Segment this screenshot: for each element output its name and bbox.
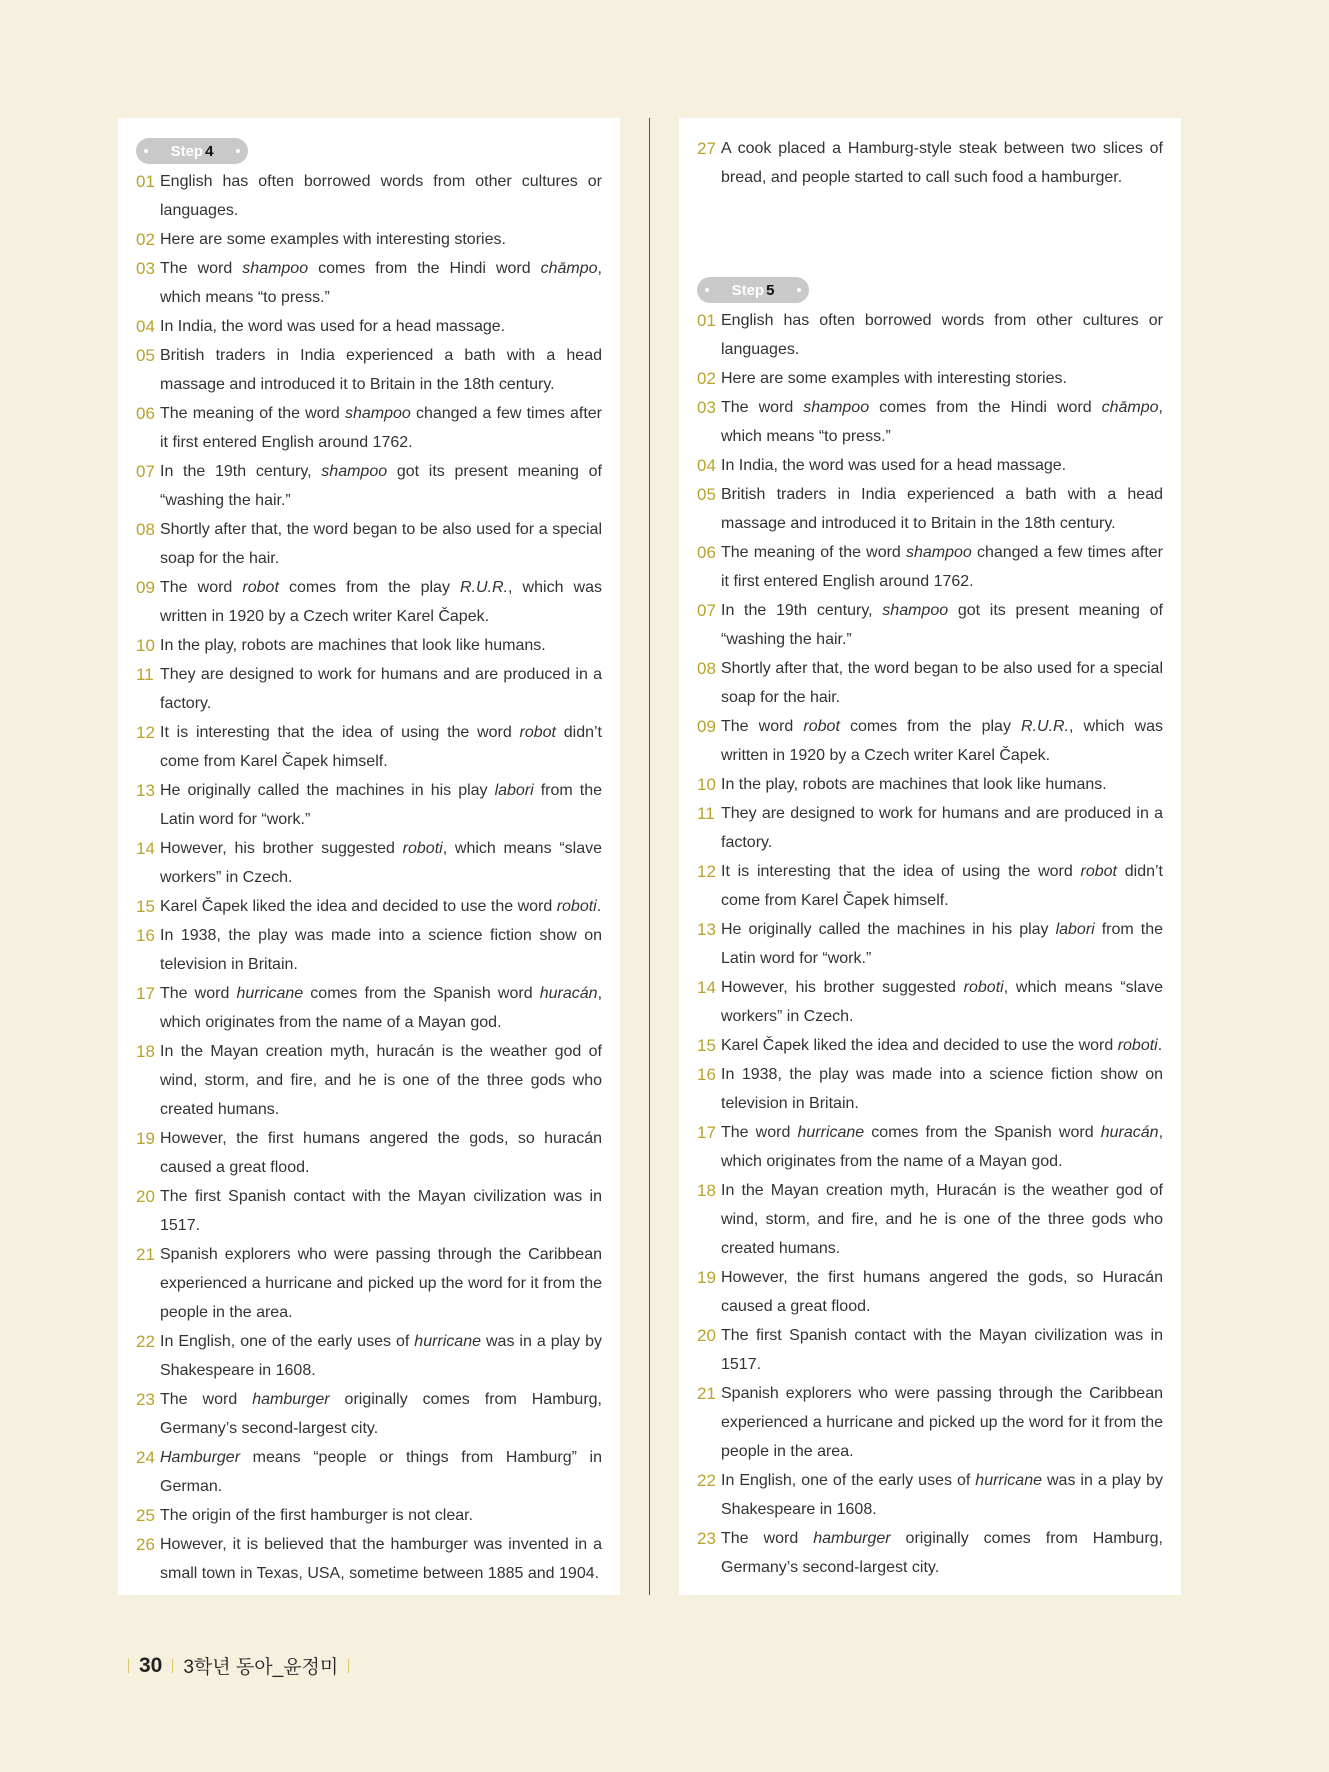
sentence-item [136,1530,602,1588]
sentence-item [136,1240,602,1327]
text-segment: English has often borrowed words from other cultures or languages. [160,173,602,219]
text-segment: didn’t come from Karel Čapek himself. [721,863,1163,909]
text-segment: The word [721,399,804,416]
sentence-text [160,1385,602,1443]
sentence-item [697,596,1163,654]
sentence-text [721,306,1163,364]
sentence-number: 21 [697,1384,716,1403]
text-segment: The first Spanish contact with the Mayan civilization was in 1517. [160,1188,602,1234]
sentence-item [697,915,1163,973]
text-segment: , which originates from the name of a Mayan god. [160,985,603,1031]
sentence-number: 07 [136,462,155,481]
text-segment: It is interesting that the idea of using the word [160,724,520,741]
text-segment: changed a few times after it first entered English around 1762. [721,544,1164,590]
sentence-number: 15 [697,1036,716,1055]
sentence-item [697,1031,1163,1060]
sentence-text [721,134,1163,192]
text-segment: A cook placed a Hamburg-style steak between two slices of bread, and people started to call such food a hamburger. [721,140,1163,186]
text-segment: comes from the Spanish word [303,985,540,1002]
sentence-number: 04 [136,317,155,336]
sentence-text [160,457,602,515]
sentence-item [697,1118,1163,1176]
sentence-text [721,393,1163,451]
text-segment: The word [721,718,804,735]
sentence-text [160,979,602,1037]
sentence-item [697,393,1163,451]
sentence-text [721,1321,1163,1379]
sentence-item [697,1379,1163,1466]
text-segment: comes from the play [278,579,461,596]
sentence-item [136,399,602,457]
text-segment: Karel Čapek liked the idea and decided to use the word [160,898,557,915]
italic-term: roboti [963,979,1004,996]
sentence-text [721,1060,1163,1118]
text-segment: However, it is believed that the hamburger was invented in a small town in Texas, USA, sometime between 1885 and 1904. [160,1536,602,1582]
footer-title: 3학년 동아_윤정미 [183,1657,339,1678]
sentence-number: 14 [697,978,716,997]
sentence-item [136,167,602,225]
sentence-text [721,1176,1163,1263]
text-segment: British traders in India experienced a bath with a head massage and introduced it to Britain in the 18th century. [721,486,1163,532]
step-number: 4 [205,142,214,160]
sentence-text [160,631,602,660]
text-segment: comes from the play [839,718,1022,735]
italic-term: hurricane [414,1333,481,1350]
text-segment: In the Mayan creation myth, Huracán is the weather god of wind, storm, and fire, and he is one of the three gods who created humans. [721,1182,1163,1257]
sentence-item [697,306,1163,364]
italic-term: hamburger [252,1391,330,1408]
text-segment: The word [721,1124,798,1141]
italic-term: labori [494,782,534,799]
text-segment: Shortly after that, the word began to be also used for a special soap for the hair. [160,521,602,567]
text-segment: didn’t come from Karel Čapek himself. [160,724,602,770]
sentence-number: 02 [136,230,155,249]
sentence-number: 08 [136,520,155,539]
sentence-item [697,654,1163,712]
sentence-item [697,134,1163,192]
italic-term: robot [1080,863,1117,880]
sentence-number: 10 [697,775,716,794]
page-footer [118,1652,359,1679]
sentence-text [160,1327,602,1385]
text-segment: got its present meaning of “washing the hair.” [721,602,1163,648]
sentence-item [697,770,1163,799]
sentence-item [136,1037,602,1124]
text-segment: He originally called the machines in his play [721,921,1056,938]
sentence-text [160,1182,602,1240]
text-segment: , which means “slave workers” in Czech. [721,979,1163,1025]
sentence-text [721,857,1163,915]
italic-term: robot [519,724,556,741]
sentence-item [136,776,602,834]
sentence-number: 04 [697,456,716,475]
text-segment: The word [721,1530,814,1547]
italic-term: huracán [539,985,598,1002]
sentence-number: 05 [136,346,155,365]
sentence-text [160,167,602,225]
italic-term: shampoo [882,602,949,619]
sentence-item [136,892,602,921]
text-segment: originally comes from Hamburg, Germany’s second-largest city. [160,1391,602,1437]
sentence-number: 23 [136,1390,155,1409]
sentence-number: 08 [697,659,716,678]
text-segment: got its present meaning of “washing the hair.” [160,463,602,509]
italic-term: shampoo [905,544,972,561]
text-segment: British traders in India experienced a bath with a head massage and introduced it to Britain in the 18th century. [160,347,602,393]
separator [128,1659,129,1673]
sentence-text [160,312,602,341]
text-segment: comes from the Spanish word [864,1124,1101,1141]
sentence-number: 18 [697,1181,716,1200]
text-segment: , which means “slave workers” in Czech. [160,840,602,886]
text-segment: They are designed to work for humans and are produced in a factory. [721,805,1163,851]
dot-icon [144,149,148,153]
sentence-number: 03 [136,259,155,278]
step-label: Step [731,281,765,299]
text-segment: In English, one of the early uses of [160,1333,415,1350]
sentence-item [136,1385,602,1443]
sentence-text [160,1530,602,1588]
text-segment: The meaning of the word [721,544,906,561]
sentence-number: 06 [136,404,155,423]
sentence-text [721,1118,1163,1176]
italic-term: hamburger [813,1530,891,1547]
sentence-number: 11 [136,665,154,684]
text-segment: changed a few times after it first entered English around 1762. [160,405,603,451]
sentence-number: 01 [136,172,155,191]
text-segment: from the Latin word for “work.” [160,782,602,828]
sentence-text [721,1379,1163,1466]
italic-term: shampoo [803,399,870,416]
sentence-item [136,341,602,399]
dot-icon [797,288,801,292]
sentence-number: 19 [136,1129,155,1148]
sentence-text [721,1031,1163,1060]
sentence-item [136,834,602,892]
sentence-item [136,1327,602,1385]
text-segment: In the play, robots are machines that look like humans. [160,637,546,654]
text-segment: However, his brother suggested [160,840,403,857]
sentence-number: 21 [136,1245,155,1264]
sentence-text [160,1124,602,1182]
text-segment: The word [160,260,243,277]
text-segment: He originally called the machines in his play [160,782,495,799]
italic-term: hurricane [975,1472,1042,1489]
sentence-text [160,1240,602,1327]
text-segment: The word [160,1391,253,1408]
sentence-text [721,654,1163,712]
sentence-item [136,660,602,718]
sentence-item [136,254,602,312]
column-divider [649,118,650,1595]
sentence-number: 20 [697,1326,716,1345]
text-segment: from the Latin word for “work.” [721,921,1163,967]
sentence-item [136,1124,602,1182]
sentence-text [721,915,1163,973]
sentence-item [697,1466,1163,1524]
sentence-item [697,857,1163,915]
sentence-text [160,399,602,457]
sentence-item [136,921,602,979]
dot-icon [705,288,709,292]
italic-term: R.U.R. [460,579,509,596]
sentence-text [721,712,1163,770]
sentence-text [721,770,1163,799]
right-column [679,118,1181,1595]
sentence-text [160,660,602,718]
sentence-item [136,515,602,573]
text-segment: Karel Čapek liked the idea and decided to use the word [721,1037,1118,1054]
text-segment: The word [160,985,237,1002]
sentence-text [721,596,1163,654]
text-segment: Spanish explorers who were passing through the Caribbean experienced a hurricane and picked up the word for it from the people in the area. [160,1246,602,1321]
text-segment: In the play, robots are machines that look like humans. [721,776,1107,793]
text-segment: However, the first humans angered the gods, so huracán caused a great flood. [160,1130,602,1176]
sentence-text [721,973,1163,1031]
step-number: 5 [766,281,775,299]
sentence-number: 03 [697,398,716,417]
sentence-item [136,1501,602,1530]
sentence-item [697,538,1163,596]
text-segment: In India, the word was used for a head massage. [721,457,1067,474]
sentence-number: 20 [136,1187,155,1206]
sentence-number: 01 [697,311,716,330]
text-segment: comes from the Hindi word [308,260,541,277]
sentence-item [697,1176,1163,1263]
sentence-item [697,364,1163,393]
italic-term: hurricane [236,985,304,1002]
italic-term: shampoo [344,405,411,422]
sentence-number: 24 [136,1448,155,1467]
sentence-number: 18 [136,1042,155,1061]
italic-term: robot [803,718,840,735]
sentence-number: 22 [136,1332,155,1351]
sentence-number: 17 [136,984,155,1003]
sentence-item [697,1321,1163,1379]
sentence-text [160,892,602,921]
text-segment: . [1157,1037,1163,1054]
sentence-number: 07 [697,601,716,620]
sentence-number: 19 [697,1268,716,1287]
sentence-number: 12 [136,723,155,742]
sentence-item [136,979,602,1037]
separator [172,1659,173,1673]
text-segment: was in a play by Shakespeare in 1608. [160,1333,603,1379]
sentence-number: 17 [697,1123,716,1142]
sentence-number: 25 [136,1506,155,1525]
sentence-text [160,573,602,631]
sentence-text [721,538,1163,596]
text-segment: comes from the Hindi word [869,399,1102,416]
text-segment: English has often borrowed words from other cultures or languages. [721,312,1163,358]
text-segment: , which was written in 1920 by a Czech writer Karel Čapek. [160,579,603,625]
step-4-sentence-list [136,167,602,1588]
sentence-item [697,451,1163,480]
text-segment: The meaning of the word [160,405,345,422]
text-segment: In the 19th century, [721,602,883,619]
sentence-number: 22 [697,1471,716,1490]
sentence-text [160,225,602,254]
sentence-item [697,1060,1163,1118]
sentence-number: 14 [136,839,155,858]
text-segment: , which originates from the name of a Mayan god. [721,1124,1164,1170]
italic-term: shampoo [242,260,309,277]
sentence-text [160,1037,602,1124]
sentence-number: 12 [697,862,716,881]
italic-term: Hamburger [160,1449,241,1466]
sentence-number: 16 [697,1065,716,1084]
dot-icon [236,149,240,153]
text-segment: , which means “to press.” [721,399,1163,445]
text-segment: However, his brother suggested [721,979,964,996]
text-segment: They are designed to work for humans and are produced in a factory. [160,666,602,712]
step-5-badge [697,277,809,303]
text-segment: In 1938, the play was made into a science fiction show on television in Britain. [721,1066,1163,1112]
separator [348,1659,349,1673]
sentence-text [160,1443,602,1501]
text-segment: The word [160,579,243,596]
sentence-item [136,1182,602,1240]
sentence-text [160,776,602,834]
text-segment: In 1938, the play was made into a science fiction show on television in Britain. [160,927,602,973]
text-segment: originally comes from Hamburg, Germany’s second-largest city. [721,1530,1163,1576]
text-segment: , which was written in 1920 by a Czech writer Karel Čapek. [721,718,1164,764]
sentence-number: 05 [697,485,716,504]
italic-term: hurricane [797,1124,865,1141]
sentence-text [160,515,602,573]
step-5-sentence-list [697,306,1163,1582]
sentence-item [136,631,602,660]
italic-term: shampoo [321,463,388,480]
sentence-number: 09 [136,578,155,597]
sentence-number: 09 [697,717,716,736]
italic-term: roboti [556,898,597,915]
left-column [118,118,620,1595]
sentence-item [136,312,602,341]
text-segment: Here are some examples with interesting stories. [160,231,506,248]
sentence-item [697,1524,1163,1582]
italic-term: chāmpo [540,260,598,277]
sentence-text [160,921,602,979]
text-segment: However, the first humans angered the gods, so Huracán caused a great flood. [721,1269,1163,1315]
sentence-number: 11 [697,804,715,823]
text-segment: In India, the word was used for a head massage. [160,318,506,335]
sentence-text [160,341,602,399]
sentence-item [697,799,1163,857]
italic-term: huracán [1100,1124,1159,1141]
italic-term: roboti [402,840,443,857]
sentence-number: 27 [697,139,716,158]
text-segment: The origin of the first hamburger is not clear. [160,1507,474,1524]
sentence-text [721,1524,1163,1582]
text-segment: It is interesting that the idea of using the word [721,863,1081,880]
sentence-number: 13 [697,920,716,939]
sentence-number: 02 [697,369,716,388]
sentence-number: 23 [697,1529,716,1548]
sentence-text [721,364,1163,393]
text-segment: was in a play by Shakespeare in 1608. [721,1472,1164,1518]
sentence-item [136,718,602,776]
page-number: 30 [139,1653,163,1677]
text-segment: Shortly after that, the word began to be also used for a special soap for the hair. [721,660,1163,706]
sentence-text [160,834,602,892]
sentence-item [136,573,602,631]
text-segment: In the Mayan creation myth, huracán is the weather god of wind, storm, and fire, and he is one of the three gods who created humans. [160,1043,602,1118]
text-segment: Spanish explorers who were passing through the Caribbean experienced a hurricane and picked up the word for it from the people in the area. [721,1385,1163,1460]
sentence-number: 06 [697,543,716,562]
sentence-text [721,799,1163,857]
sentence-item [697,1263,1163,1321]
sentence-number: 10 [136,636,155,655]
sentence-item [136,225,602,254]
sentence-text [160,718,602,776]
italic-term: labori [1055,921,1095,938]
text-segment: In the 19th century, [160,463,322,480]
sentence-text [160,254,602,312]
text-segment: . [596,898,602,915]
sentence-number: 15 [136,897,155,916]
sentence-text [721,1466,1163,1524]
sentence-number: 26 [136,1535,155,1554]
sentence-item [697,712,1163,770]
sentence-text [160,1501,602,1530]
italic-term: robot [242,579,279,596]
step-4-sentence-list-continued [697,134,1163,192]
text-segment: means “people or things from Hamburg” in German. [160,1449,602,1495]
sentence-text [721,480,1163,538]
sentence-number: 13 [136,781,155,800]
text-segment: In English, one of the early uses of [721,1472,976,1489]
text-segment: , which means “to press.” [160,260,602,306]
italic-term: chāmpo [1101,399,1159,416]
sentence-item [136,457,602,515]
step-label: Step [170,142,204,160]
step-4-badge [136,138,248,164]
sentence-item [136,1443,602,1501]
sentence-text [721,1263,1163,1321]
sentence-item [697,973,1163,1031]
sentence-text [721,451,1163,480]
sentence-number: 16 [136,926,155,945]
italic-term: roboti [1117,1037,1158,1054]
italic-term: R.U.R. [1021,718,1070,735]
text-segment: The first Spanish contact with the Mayan civilization was in 1517. [721,1327,1163,1373]
text-segment: Here are some examples with interesting stories. [721,370,1067,387]
sentence-item [697,480,1163,538]
